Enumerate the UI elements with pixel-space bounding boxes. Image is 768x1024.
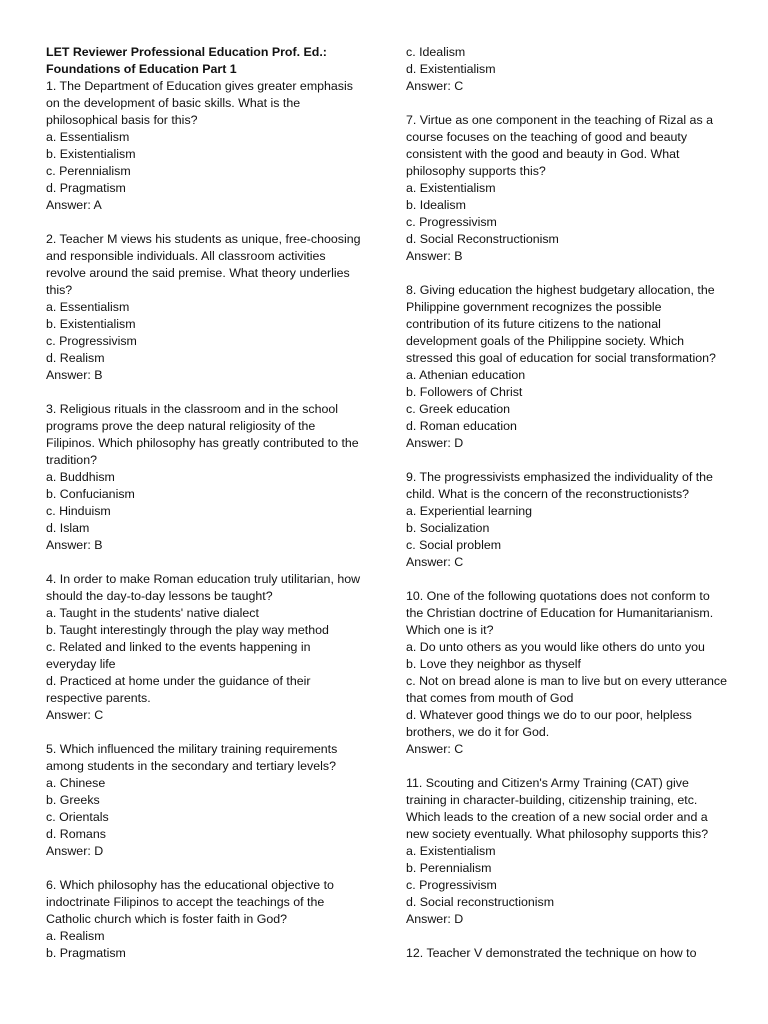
answer-option: b. Idealism [406,198,466,212]
answer-option: b. Confucianism [46,487,135,501]
answer-key: Answer: D [406,436,464,450]
answer-option: b. Greeks [46,793,100,807]
answer-option: d. Whatever good things we do to our poor, helpless brothers, we do it for God. [406,708,692,739]
answer-option: c. Progressivism [406,878,497,892]
answer-option: b. Love they neighbor as thyself [406,657,581,671]
question-text: 4. In order to make Roman education truly utilitarian, how should the day-to-day lessons be taught? [46,572,361,603]
answer-option: c. Greek education [406,402,511,416]
answer-key: Answer: B [406,249,463,263]
answer-option: c. Hinduism [46,504,111,518]
answer-key: Answer: D [406,912,464,926]
answer-option: b. Existentialism [46,147,136,161]
answer-option: a. Buddhism [46,470,115,484]
question-block [406,44,728,95]
answer-option: c. Idealism [406,45,466,59]
answer-key: Answer: C [46,708,104,722]
right-column [406,44,728,979]
question-block [406,469,728,571]
document-title [46,44,364,78]
answer-option: a. Taught in the students' native dialect [46,606,259,620]
question-block [406,282,728,452]
answer-option: a. Chinese [46,776,106,790]
title-line-1: LET Reviewer Professional Education Prof. Ed.: [46,45,327,59]
answer-option: d. Practiced at home under the guidance of their respective parents. [46,674,311,705]
answer-option: d. Social reconstructionism [406,895,555,909]
answer-option: a. Existentialism [406,181,496,195]
answer-option: d. Existentialism [406,62,496,76]
answer-option: c. Perennialism [46,164,131,178]
answer-option: a. Experiential learning [406,504,533,518]
answer-key: Answer: C [406,79,464,93]
answer-option: d. Islam [46,521,90,535]
answer-option: b. Pragmatism [46,946,126,960]
answer-option: b. Existentialism [46,317,136,331]
answer-option: a. Athenian education [406,368,526,382]
answer-option: d. Pragmatism [46,181,126,195]
question-block [46,571,364,724]
question-text: 5. Which influenced the military training requirements among students in the secondary and tertiary levels? [46,742,338,773]
question-text: 10. One of the following quotations does not conform to the Christian doctrine of Education for Humanitarianism. Which one is it? [406,589,714,637]
answer-option: b. Socialization [406,521,490,535]
question-text: 2. Teacher M views his students as unique, free-choosing and responsible individuals. All classroom activities revolve around the said premise. What theory underlies this? [46,232,361,297]
answer-option: a. Essentialism [46,130,130,144]
question-text: 7. Virtue as one component in the teaching of Rizal as a course focuses on the teaching of good and beauty consistent with the good and beauty in God. What philosophy supports this? [406,113,713,178]
question-block [46,741,364,860]
question-text: 1. The Department of Education gives greater emphasis on the development of basic skills. What is the philosophical basis for this? [46,79,353,127]
answer-key: Answer: C [406,742,464,756]
question-text: 12. Teacher V demonstrated the technique on how to [406,946,697,960]
question-text: 3. Religious rituals in the classroom and in the school programs prove the deep natural religiosity of the Filipinos. Which philosophy has greatly contributed to the tradition? [46,402,359,467]
title-line-2: Foundations of Education Part 1 [46,62,237,76]
question-block [46,231,364,384]
answer-key: Answer: B [46,538,103,552]
question-block [46,401,364,554]
answer-option: b. Taught interestingly through the play way method [46,623,329,637]
answer-key: Answer: B [46,368,103,382]
question-text: 11. Scouting and Citizen's Army Training (CAT) give training in character-building, citizenship training, etc. Which leads to the creation of a new social order and a new society eventually. What philosophy supports this? [406,776,709,841]
left-column [46,44,364,979]
answer-option: c. Not on bread alone is man to live but on every utterance that comes from mouth of God [406,674,727,705]
answer-option: d. Realism [46,351,105,365]
answer-key: Answer: C [406,555,464,569]
answer-option: c. Progressivism [46,334,137,348]
question-text: 9. The progressivists emphasized the individuality of the child. What is the concern of the reconstructionists? [406,470,713,501]
question-block [46,877,364,962]
answer-option: a. Realism [46,929,105,943]
answer-option: c. Related and linked to the events happening in everyday life [46,640,311,671]
answer-option: c. Orientals [46,810,109,824]
question-block [46,78,364,214]
answer-option: d. Social Reconstructionism [406,232,559,246]
answer-option: d. Romans [46,827,106,841]
answer-key: Answer: A [46,198,102,212]
answer-option: a. Existentialism [406,844,496,858]
answer-option: a. Essentialism [46,300,130,314]
answer-option: d. Roman education [406,419,517,433]
question-block [406,775,728,928]
question-block [406,588,728,758]
answer-option: c. Social problem [406,538,502,552]
question-block [406,945,728,962]
answer-option: c. Progressivism [406,215,497,229]
question-text: 8. Giving education the highest budgetary allocation, the Philippine government recognizes the possible contribution of its future citizens to the national development goals of the Philippine society. Which stressed this goal of education for social transformation? [406,283,716,365]
answer-option: b. Perennialism [406,861,492,875]
question-block [406,112,728,265]
answer-option: a. Do unto others as you would like others do unto you [406,640,705,654]
answer-option: b. Followers of Christ [406,385,523,399]
answer-key: Answer: D [46,844,104,858]
question-text: 6. Which philosophy has the educational objective to indoctrinate Filipinos to accept the teachings of the Catholic church which is foster faith in God? [46,878,334,926]
